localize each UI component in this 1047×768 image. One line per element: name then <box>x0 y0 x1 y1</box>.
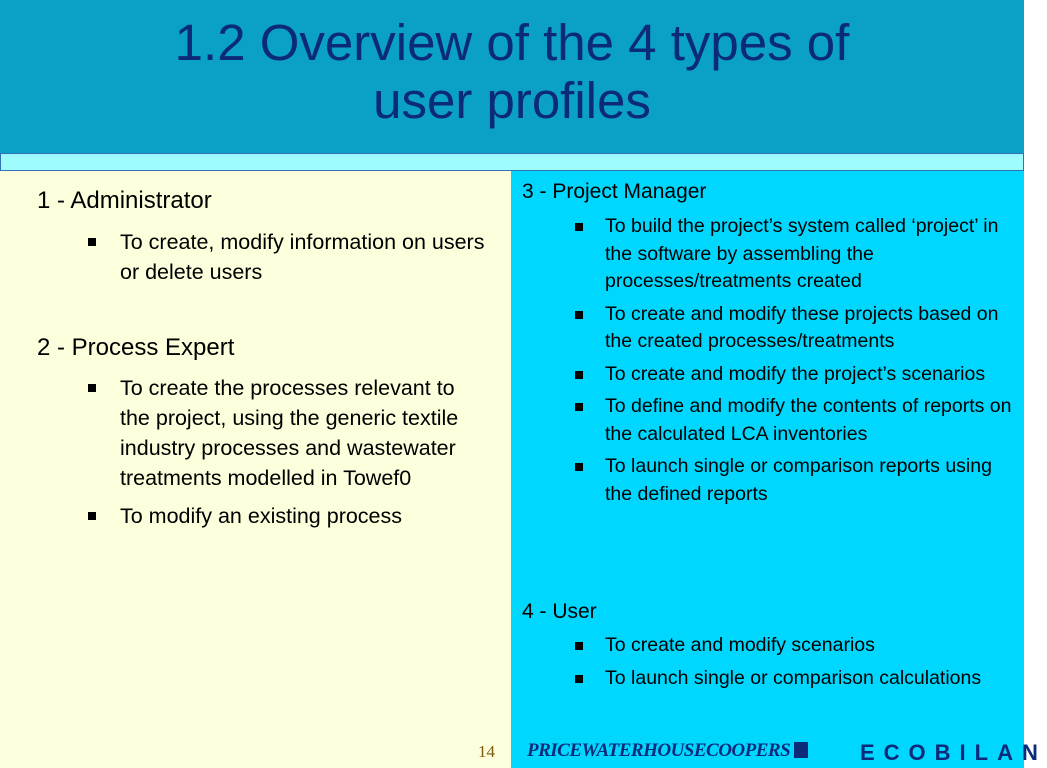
list-item-text: To create the processes relevant to the project, using the generic textile industry processes and wastewater treatments modelled in Towef0 <box>120 376 459 490</box>
list-item <box>88 227 488 287</box>
bullet-icon <box>88 512 96 520</box>
bullet-icon <box>575 675 583 683</box>
list-item-text: To launch single or comparison calculations <box>605 666 982 689</box>
list-item-text: To create and modify scenarios <box>605 634 875 656</box>
list-item-text: To define and modify the contents of reports on the calculated LCA inventories <box>605 395 1012 445</box>
list-item-text: To build the project’s system called ‘project’ in the software by assembling the processes/treatments created <box>605 215 999 292</box>
user-list <box>575 632 1015 692</box>
title-line-1: 1.2 Overview of the 4 types of <box>174 14 850 71</box>
list-item <box>575 361 1015 389</box>
administrator-list <box>88 227 488 287</box>
section-heading-administrator: 1 - Administrator <box>37 187 212 214</box>
list-item <box>575 665 1015 693</box>
list-item-text: To create and modify the project’s scenarios <box>605 362 986 385</box>
pwc-logo <box>527 740 808 762</box>
pwc-emblem-icon <box>794 742 808 758</box>
list-item <box>575 213 1015 296</box>
title-line-2: user profiles <box>373 72 651 129</box>
right-panel <box>511 171 1024 768</box>
header-divider-band <box>0 153 1024 171</box>
ecobilan-logo: ECOBILAN <box>860 740 1047 765</box>
list-item-text: To launch single or comparison reports using the defined reports <box>605 455 992 505</box>
list-item <box>575 393 1015 448</box>
bullet-icon <box>575 642 583 650</box>
list-item <box>88 501 488 531</box>
list-item-text: To create, modify information on users or delete users <box>120 230 485 284</box>
bullet-icon <box>88 384 96 392</box>
bullet-icon <box>575 311 583 319</box>
list-item <box>575 632 1015 660</box>
list-item-text: To create and modify these projects based on the created processes/treatments <box>605 302 999 352</box>
process-expert-list <box>88 373 488 531</box>
bullet-icon <box>575 371 583 379</box>
section-heading-project-manager: 3 - Project Manager <box>522 180 707 203</box>
slide-title <box>0 14 1024 130</box>
bullet-icon <box>575 223 583 231</box>
left-panel <box>0 171 511 768</box>
bullet-icon <box>88 238 96 246</box>
list-item <box>575 453 1015 508</box>
page-number: 14 <box>478 742 495 761</box>
section-heading-user: 4 - User <box>522 600 597 623</box>
bullet-icon <box>575 463 583 471</box>
list-item-text: To modify an existing process <box>120 504 403 528</box>
section-heading-process-expert: 2 - Process Expert <box>37 334 235 361</box>
list-item <box>575 301 1015 356</box>
list-item <box>88 373 488 493</box>
bullet-icon <box>575 403 583 411</box>
project-manager-list <box>575 213 1015 508</box>
slide-header <box>0 0 1024 153</box>
pwc-logo-text: PRICEWATERHOUSECOOPERS <box>527 740 791 761</box>
